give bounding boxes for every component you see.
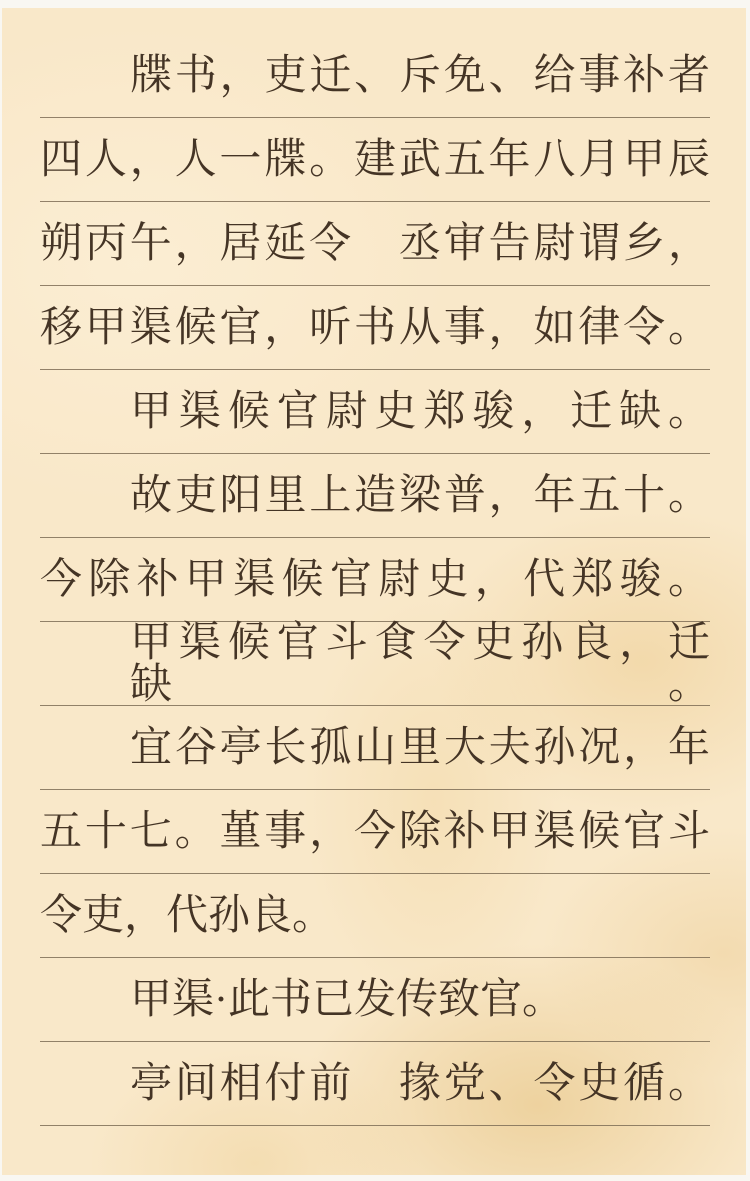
manuscript-line: 亭间相付前 掾党、令史循。	[40, 1042, 710, 1126]
manuscript-line: 朔丙午，居延令 丞审告尉谓乡，	[40, 202, 710, 286]
manuscript-line: 甲渠候官斗食令史孙良，迁缺。	[40, 622, 710, 706]
manuscript-line: 令吏，代孙良。	[40, 874, 710, 958]
manuscript-text	[2, 8, 746, 1126]
manuscript-line: 四人，人一牒。建武五年八月甲辰	[40, 118, 710, 202]
manuscript-line: 移甲渠候官，听书从事，如律令。	[40, 286, 710, 370]
manuscript-line: 五十七。堇事，今除补甲渠候官斗	[40, 790, 710, 874]
parchment-page	[2, 8, 746, 1175]
manuscript-line: 甲渠·此书已发传致官。	[40, 958, 710, 1042]
manuscript-line: 今除补甲渠候官尉史，代郑骏。	[40, 538, 710, 622]
manuscript-line: 甲渠候官尉史郑骏，迁缺。	[40, 370, 710, 454]
manuscript-line: 故吏阳里上造梁普，年五十。	[40, 454, 710, 538]
manuscript-line: 牒书，吏迁、斥免、给事补者	[40, 34, 710, 118]
manuscript-line: 宜谷亭长孤山里大夫孙况，年	[40, 706, 710, 790]
